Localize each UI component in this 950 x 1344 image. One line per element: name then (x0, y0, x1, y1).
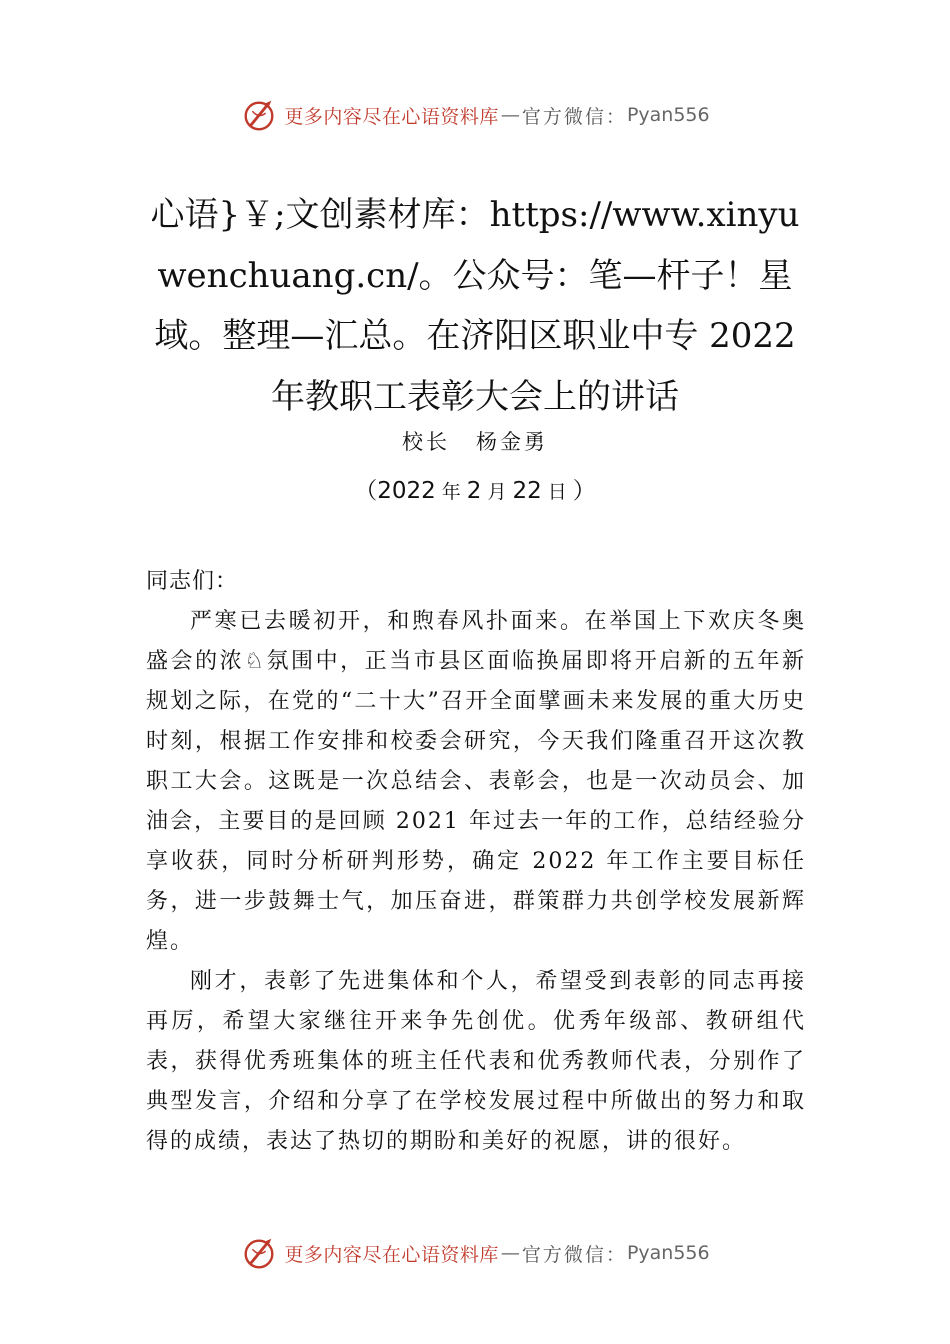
date-open-paren: （ (354, 478, 378, 504)
speaker-name: 杨金勇 (476, 430, 548, 454)
watermark-dash: — (500, 104, 520, 126)
watermark-site-text: 更多内容尽在心语资料库 (284, 1243, 499, 1266)
watermark-wechat-id: Pyan556 (626, 104, 710, 126)
speech-date (0, 472, 950, 505)
date-day: 22 (512, 478, 542, 504)
date-month-unit: 月 (487, 481, 507, 503)
pen-circle-logo-icon (240, 1234, 278, 1272)
pen-circle-logo-icon (240, 96, 278, 134)
speaker-line (0, 426, 950, 456)
paragraph-1: 严寒已去暖初开，和煦春风扑面来。在举国上下欢庆冬奥盛会的浓♘氛围中，正当市县区面临换届即将开启新的五年新规划之际，在党的“二十大”召开全面擘画未来发展的重大历史时刻，根据工作安排和校委会研究，今天我们隆重召开这次教职工大会。这既是一次总结会、表彰会，也是一次动员会、加油会，主要目的是回顾 2021 年过去一年的工作，总结经验分享收获，同时分析研判形势，确定 2022 年工作主要目标任务，进一步鼓舞士气，加压奋进，群策群力共创学校发展新辉煌。 (146, 609, 806, 954)
speech-body (146, 562, 806, 1162)
speaker-role: 校长 (402, 430, 450, 454)
watermark-wechat-id: Pyan556 (626, 1242, 710, 1264)
watermark-wechat-label: 官方微信： (521, 1243, 627, 1266)
date-day-unit: 日 (547, 481, 567, 503)
watermark-site-text: 更多内容尽在心语资料库 (284, 105, 499, 128)
date-year-unit: 年 (441, 481, 461, 503)
date-year: 2022 (377, 478, 436, 504)
watermark-wechat-label: 官方微信： (521, 105, 627, 128)
paragraph-2: 刚才，表彰了先进集体和个人，希望受到表彰的同志再接再厉，希望大家继往开来争先创优。优秀年级部、教研组代表，获得优秀班集体的班主任代表和优秀教师代表，分别作了典型发言，介绍和分享了在学校发展过程中所做出的努力和取得的成绩，表达了热切的期盼和美好的祝愿，讲的很好。 (146, 969, 806, 1154)
salutation: 同志们： (146, 569, 239, 594)
date-month: 2 (466, 478, 482, 504)
watermark-footer (0, 1233, 950, 1273)
watermark-dash: — (500, 1242, 520, 1264)
watermark-header (0, 95, 950, 135)
date-close-paren: ） (572, 478, 596, 504)
document-title: 心语}￥;文创素材库：https://www.xinyuwenchuang.cn/。公众号：笔—杆子！星域。整理—汇总。在济阳区职业中专 2022 年教职工表彰大会上的讲话 (150, 195, 800, 417)
